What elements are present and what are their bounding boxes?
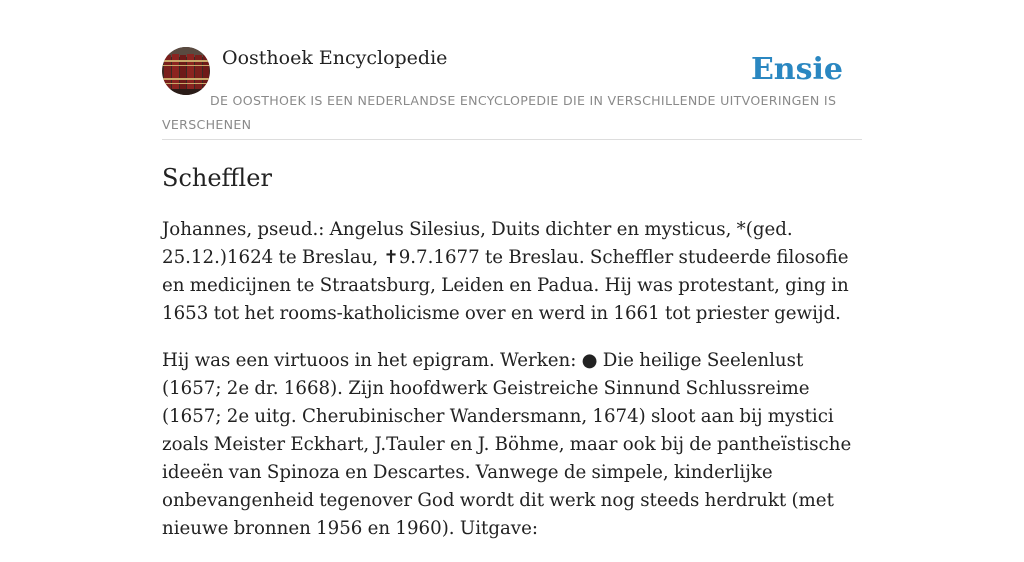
article-body <box>162 216 862 562</box>
site-tagline: DE OOSTHOEK IS EEN NEDERLANDSE ENCYCLOPEDIE DIE IN VERSCHILLENDE UITVOERINGEN IS VERSCHENEN <box>162 93 837 132</box>
site-name[interactable]: Oosthoek Encyclopedie <box>222 47 448 69</box>
header-divider <box>162 139 862 140</box>
book-spines-icon[interactable] <box>162 47 210 95</box>
article-paragraph: Johannes, pseud.: Angelus Silesius, Duits dichter en mysticus, *(ged. 25.12.)1624 te Breslau, ✝9.7.1677 te Breslau. Scheffler studeerde filosofie en medicijnen te Straatsburg, Leiden en Padua. Hij was protestant, ging in 1653 tot het rooms-katholicisme over en werd in 1661 tot priester gewijd. <box>162 219 849 324</box>
article-title: Scheffler <box>162 164 272 192</box>
brand-logo[interactable]: Ensie <box>750 52 843 87</box>
article-paragraph: Hij was een virtuoos in het epigram. Werken: ● Die heilige Seelenlust (1657; 2e dr. 1668). Zijn hoofdwerk Geistreiche Sinnund Schlussreime (1657; 2e uitg. Cherubinischer Wandersmann, 1674) sloot aan bij mystici zoals Meister Eckhart, J.Tauler en J. Böhme, maar ook bij de pantheïstische ideeën van Spinoza en Descartes. Vanwege de simpele, kinderlijke onbevangenheid tegenover God wordt dit werk nog steeds herdrukt (met nieuwe bronnen 1956 en 1960). Uitgave: <box>162 350 852 539</box>
